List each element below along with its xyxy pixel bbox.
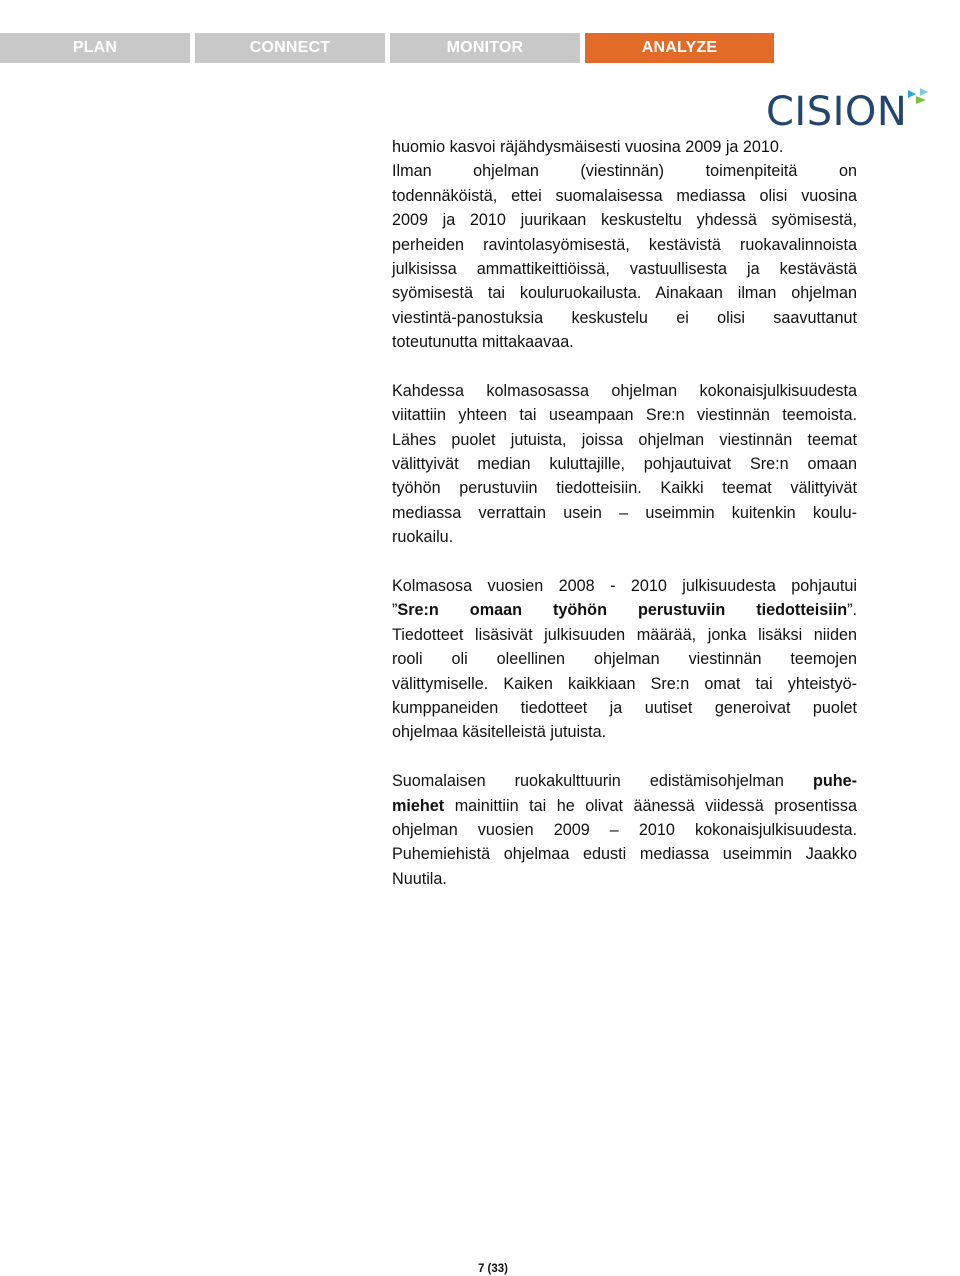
cision-arrow-mark-icon [906, 88, 930, 110]
text-line: ohjelmaa käsitelleistä jutuista. [392, 723, 607, 742]
paragraph [392, 769, 857, 891]
logo-wordmark: CISION [766, 89, 908, 135]
text-line: julkisissa ammattikeittiöissä, vastuullisesta ja kestävästä [392, 259, 857, 278]
text-line [392, 598, 857, 622]
document-body [392, 135, 857, 916]
text-line: kumppaneiden tiedotteet ja uutiset generoivat puolet [392, 698, 857, 717]
text-line: Kahdessa kolmasosassa ohjelman kokonaisjulkisuudesta [392, 381, 857, 400]
paragraph [392, 574, 857, 745]
text-segment: ” [392, 601, 398, 620]
text-line: rooli oli oleellinen ohjelman viestinnän teemojen [392, 650, 857, 669]
text-line: Kolmasosa vuosien 2008 - 2010 julkisuudesta pohjautui [392, 577, 857, 596]
logo-arrow-blue [908, 90, 916, 98]
text-line: todennäköistä, ettei suomalaisessa mediassa olisi vuosina [392, 186, 857, 205]
cision-logo [766, 88, 930, 136]
text-line: 2009 ja 2010 juurikaan keskusteltu yhdessä syömisestä, [392, 211, 857, 230]
text-line: ohjelman vuosien 2009 – 2010 kokonaisjulkisuudesta. [392, 820, 857, 839]
paragraph [392, 379, 857, 550]
bold-text: miehet [392, 796, 445, 815]
logo-arrow-light [920, 88, 928, 96]
text-line: mediassa verrattain usein – useimmin kuitenkin koulu- [392, 503, 857, 522]
text-segment: mainittiin tai he olivat äänessä viidessä prosentissa [444, 796, 857, 815]
text-line: välittyivät median kuluttajille, pohjautuivat Sre:n omaan [392, 455, 857, 474]
text-line: perheiden ravintolasyömisestä, kestävistä ruokavalinnoista [392, 235, 857, 254]
nav-spacer [774, 33, 960, 63]
paragraph [392, 135, 857, 355]
text-line: välittymiselle. Kaiken kaikkiaan Sre:n omat tai yhteistyö- [392, 674, 857, 693]
tab-analyze[interactable]: ANALYZE [585, 33, 774, 63]
text-line: Puhemiehistä ohjelmaa edusti mediassa useimmin Jaakko [392, 845, 857, 864]
text-line: viestintä-panostuksia keskustelu ei olisi saavuttanut [392, 308, 857, 327]
top-nav [0, 33, 960, 63]
text-segment: Suomalaisen ruokakulttuurin edistämisohjelman [392, 772, 813, 791]
text-line: viitattiin yhteen tai useampaan Sre:n viestinnän teemoista. [392, 406, 857, 425]
logo-arrow-green [916, 96, 926, 104]
text-line: toteutunutta mittakaavaa. [392, 333, 574, 352]
bold-text: Sre:n omaan työhön perustuviin tiedotteisiin [397, 601, 848, 620]
tab-connect[interactable]: CONNECT [195, 33, 385, 63]
text-segment: ”. [847, 601, 857, 620]
page-number: 7 (33) [477, 1263, 509, 1275]
tab-monitor[interactable]: MONITOR [390, 33, 580, 63]
text-line: Tiedotteet lisäsivät julkisuuden määrää, jonka lisäksi niiden [392, 625, 857, 644]
text-line [392, 794, 857, 818]
text-line: ruokailu. [392, 528, 454, 547]
text-line [392, 769, 857, 793]
text-line: Ilman ohjelman (viestinnän) toimenpiteitä on [392, 162, 857, 181]
text-line: Nuutila. [392, 869, 447, 888]
text-line: syömisestä tai kouluruokailusta. Ainakaan ilman ohjelman [392, 284, 857, 303]
text-line: huomio kasvoi räjähdysmäisesti vuosina 2009 ja 2010. [392, 138, 784, 156]
tab-plan[interactable]: PLAN [0, 33, 190, 63]
text-line: Lähes puolet jutuista, joissa ohjelman viestinnän teemat [392, 430, 857, 449]
text-line: työhön perustuviin tiedotteisiin. Kaikki teemat välittyivät [392, 479, 857, 498]
bold-text: puhe- [812, 772, 857, 791]
